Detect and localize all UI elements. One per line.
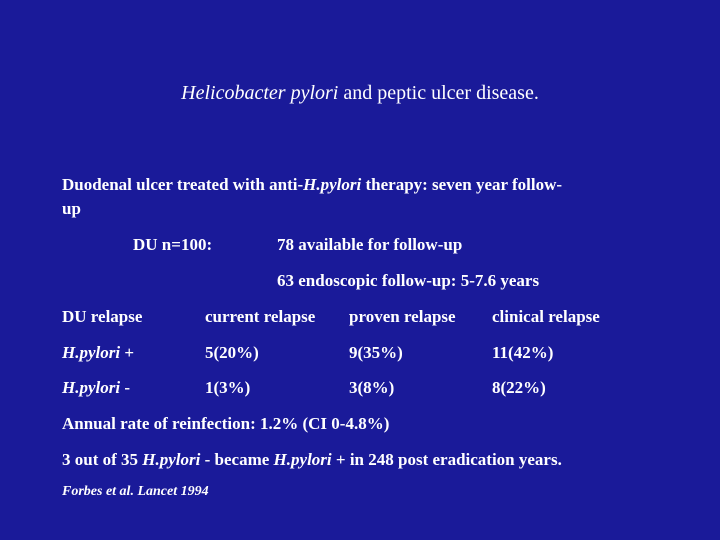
- table-row-label: H.pylori -: [62, 378, 131, 397]
- table-header-current: current relapse: [205, 307, 316, 326]
- table-cell: 11(42%): [492, 343, 554, 362]
- table-cell: 3(8%): [349, 378, 395, 397]
- slide-title: [0, 82, 720, 105]
- summary-line: 3 out of 35 H.pylori - became H.pylori + in 248 post eradication years.: [62, 450, 562, 469]
- table-header-proven: proven relapse: [349, 307, 456, 326]
- table-cell: 9(35%): [349, 343, 403, 362]
- title-italic: Helicobacter pylori: [181, 82, 339, 104]
- endoscopic-text: 63 endoscopic follow-up: 5-7.6 years: [277, 271, 540, 290]
- title-rest: and peptic ulcer disease.: [338, 82, 539, 104]
- intro-line-2: up: [62, 199, 81, 218]
- intro-line-1: Duodenal ulcer treated with anti-H.pylori therapy: seven year follow-: [62, 175, 563, 194]
- reference: Forbes et al. Lancet 1994: [62, 484, 209, 499]
- table-cell: 1(3%): [205, 378, 251, 397]
- table-header-du-relapse: DU relapse: [62, 307, 143, 326]
- table-header-clinical: clinical relapse: [492, 307, 600, 326]
- table-cell: 5(20%): [205, 343, 259, 362]
- table-row-label: H.pylori +: [62, 343, 135, 362]
- available-text: 78 available for follow-up: [277, 235, 463, 254]
- du-label: DU n=100:: [133, 235, 213, 254]
- annual-rate: Annual rate of reinfection: 1.2% (CI 0-4.8%): [62, 414, 390, 433]
- table-cell: 8(22%): [492, 378, 546, 397]
